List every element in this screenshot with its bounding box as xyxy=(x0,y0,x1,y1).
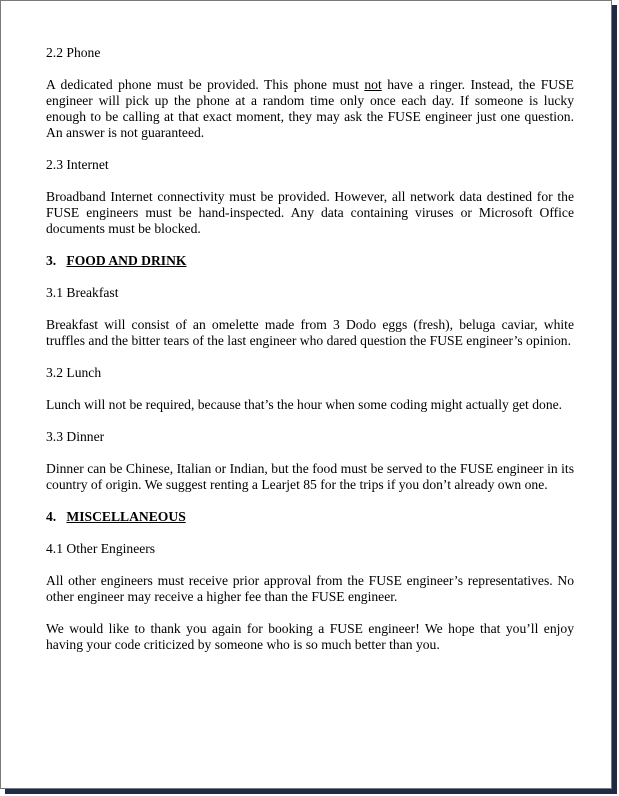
subheading-breakfast: 3.1 Breakfast xyxy=(46,285,119,300)
section-heading-food xyxy=(46,253,574,269)
section-title-food: FOOD AND DRINK xyxy=(66,253,187,268)
paragraph-other-engineers: All other engineers must receive prior approval from the FUSE engineer’s representatives. No other engineer may receive a higher fee than the FUSE engineer. xyxy=(46,573,574,604)
section-title-misc: MISCELLANEOUS xyxy=(66,509,186,524)
paragraph-phone xyxy=(46,77,574,141)
phone-text-after: have a ringer. Instead, the FUSE engineer will pick up the phone at a random time only once each day. If someone is lucky enough to be calling at that exact moment, they may ask the FUSE engineer just one question. An answer is not guaranteed. xyxy=(46,77,574,140)
paragraph-internet: Broadband Internet connectivity must be provided. However, all network data destined for the FUSE engineers must be hand-inspected. Any data containing viruses or Microsoft Office documents must be blocked. xyxy=(46,189,574,236)
document-body xyxy=(46,45,574,669)
subheading-internet: 2.3 Internet xyxy=(46,157,109,172)
subheading-lunch: 3.2 Lunch xyxy=(46,365,102,380)
paragraph-lunch: Lunch will not be required, because that’s the hour when some coding might actually get done. xyxy=(46,397,563,412)
phone-text-before: A dedicated phone must be provided. This phone must xyxy=(46,77,365,92)
subheading-dinner: 3.3 Dinner xyxy=(46,429,105,444)
paragraph-dinner: Dinner can be Chinese, Italian or Indian, but the food must be served to the FUSE engineer in its country of origin. We suggest renting a Learjet 85 for the trips if you don’t already own one. xyxy=(46,461,574,492)
subheading-other-engineers: 4.1 Other Engineers xyxy=(46,541,156,556)
subheading-phone: 2.2 Phone xyxy=(46,45,101,60)
paragraph-breakfast: Breakfast will consist of an omelette made from 3 Dodo eggs (fresh), beluga caviar, white truffles and the bitter tears of the last engineer who dared question the FUSE engineer’s opinion. xyxy=(46,317,574,348)
section-heading-misc xyxy=(46,509,574,525)
paragraph-closing: We would like to thank you again for booking a FUSE engineer! We hope that you’ll enjoy having your code criticized by someone who is so much better than you. xyxy=(46,621,574,652)
section-number-food: 3. xyxy=(46,253,57,268)
phone-text-emphasis: not xyxy=(364,77,382,92)
section-number-misc: 4. xyxy=(46,509,57,524)
